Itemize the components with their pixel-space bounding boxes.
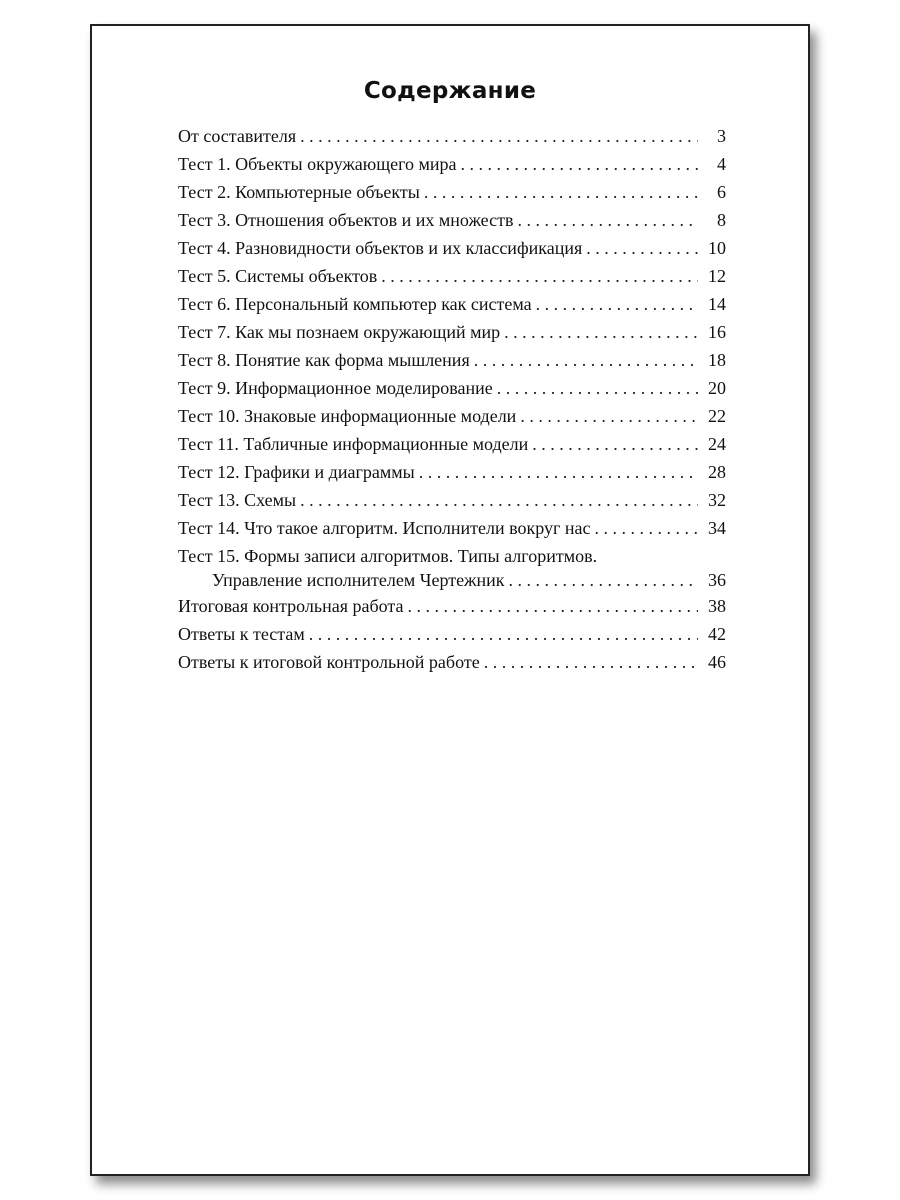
toc-entry-page: 22 bbox=[708, 406, 726, 426]
dot-leader bbox=[532, 430, 698, 458]
toc-entry bbox=[178, 234, 726, 262]
dot-leader bbox=[509, 568, 698, 592]
toc-entry-label: Тест 2. Компьютерные объекты bbox=[178, 182, 420, 202]
toc-entry-page: 18 bbox=[708, 350, 726, 370]
toc-entry-label: Ответы к тестам bbox=[178, 624, 305, 644]
toc-entry-page: 32 bbox=[708, 490, 726, 510]
toc-entry-page: 42 bbox=[708, 624, 726, 644]
dot-leader bbox=[474, 346, 698, 374]
toc-entry-page: 46 bbox=[708, 652, 726, 672]
toc-entry-page: 38 bbox=[708, 596, 726, 616]
toc-entry-page: 12 bbox=[708, 266, 726, 286]
dot-leader bbox=[407, 592, 698, 620]
toc-entry-page: 36 bbox=[708, 570, 726, 590]
toc-entry-page: 10 bbox=[708, 238, 726, 258]
toc-entry-label: Тест 3. Отношения объектов и их множеств bbox=[178, 210, 514, 230]
toc-entry bbox=[178, 206, 726, 234]
toc-entry-page: 24 bbox=[708, 434, 726, 454]
toc-entry-page: 20 bbox=[708, 378, 726, 398]
toc-entry-label: Ответы к итоговой контрольной работе bbox=[178, 652, 480, 672]
toc-entry bbox=[178, 458, 726, 486]
toc-entry bbox=[178, 262, 726, 290]
dot-leader bbox=[419, 458, 698, 486]
document-page bbox=[90, 24, 810, 1176]
toc-entry-label: Тест 6. Персональный компьютер как система bbox=[178, 294, 532, 314]
toc-entry-page: 34 bbox=[708, 518, 726, 538]
toc-entry-page: 6 bbox=[717, 182, 726, 202]
dot-leader bbox=[309, 620, 698, 648]
dot-leader bbox=[300, 486, 698, 514]
dot-leader bbox=[497, 374, 698, 402]
toc-entry-label: Тест 15. Формы записи алгоритмов. Типы алгоритмов. bbox=[178, 546, 598, 566]
toc-entry bbox=[178, 486, 726, 514]
dot-leader bbox=[424, 178, 698, 206]
toc-entry-page: 4 bbox=[717, 154, 726, 174]
toc-entry bbox=[178, 122, 726, 150]
toc-entry bbox=[178, 620, 726, 648]
toc-entry bbox=[178, 542, 726, 592]
dot-leader bbox=[484, 648, 698, 676]
toc-entry-page: 14 bbox=[708, 294, 726, 314]
dot-leader bbox=[300, 122, 698, 150]
dot-leader bbox=[517, 206, 698, 234]
toc-entry-page: 3 bbox=[717, 126, 726, 146]
toc-entry bbox=[178, 290, 726, 318]
toc-entry bbox=[178, 374, 726, 402]
toc-entry bbox=[178, 514, 726, 542]
toc-entry bbox=[178, 648, 726, 676]
toc-entry-label: Итоговая контрольная работа bbox=[178, 596, 404, 616]
toc-entry-label-continued: Управление исполнителем Чертежник bbox=[212, 570, 505, 590]
toc-entry-label: Тест 11. Табличные информационные модели bbox=[178, 434, 529, 454]
toc-entry-label: Тест 7. Как мы познаем окружающий мир bbox=[178, 322, 501, 342]
toc-entry bbox=[178, 318, 726, 346]
toc-entry bbox=[178, 402, 726, 430]
toc-entry bbox=[178, 346, 726, 374]
dot-leader bbox=[536, 290, 698, 318]
table-of-contents bbox=[178, 122, 726, 676]
toc-entry-label: Тест 5. Системы объектов bbox=[178, 266, 378, 286]
toc-entry-label: Тест 1. Объекты окружающего мира bbox=[178, 154, 457, 174]
dot-leader bbox=[586, 234, 698, 262]
toc-entry-label: Тест 4. Разновидности объектов и их классификация bbox=[178, 238, 583, 258]
dot-leader bbox=[381, 262, 698, 290]
dot-leader bbox=[594, 514, 698, 542]
toc-entry-label: Тест 8. Понятие как форма мышления bbox=[178, 350, 470, 370]
toc-entry-label: Тест 13. Схемы bbox=[178, 490, 297, 510]
dot-leader bbox=[504, 318, 698, 346]
page-title: Содержание bbox=[363, 78, 537, 104]
toc-entry bbox=[178, 150, 726, 178]
toc-entry-page: 8 bbox=[717, 210, 726, 230]
toc-entry bbox=[178, 178, 726, 206]
toc-entry-label: Тест 14. Что такое алгоритм. Исполнители вокруг нас bbox=[178, 518, 591, 538]
toc-entry-page: 28 bbox=[708, 462, 726, 482]
toc-entry-label: Тест 9. Информационное моделирование bbox=[178, 378, 493, 398]
toc-entry-label: От составителя bbox=[178, 126, 297, 146]
toc-entry-label: Тест 12. Графики и диаграммы bbox=[178, 462, 415, 482]
toc-entry bbox=[178, 592, 726, 620]
toc-entry bbox=[178, 430, 726, 458]
toc-entry-page: 16 bbox=[708, 322, 726, 342]
dot-leader bbox=[461, 150, 698, 178]
toc-entry-label: Тест 10. Знаковые информационные модели bbox=[178, 406, 517, 426]
dot-leader bbox=[520, 402, 698, 430]
